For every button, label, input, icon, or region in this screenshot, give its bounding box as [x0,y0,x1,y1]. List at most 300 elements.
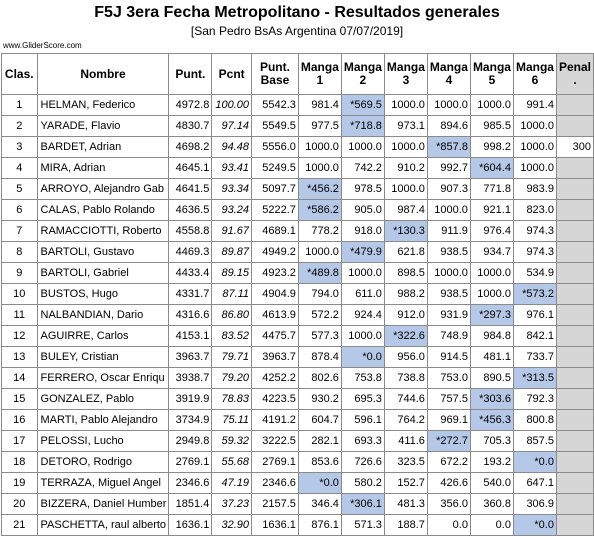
cell-punt: 4641.5 [169,179,212,200]
cell-manga-1: 778.2 [298,221,341,242]
cell-punt-base: 4613.9 [252,305,299,326]
cell-punt-base: 5222.7 [252,200,299,221]
cell-nombre: DETORO, Rodrigo [37,452,169,473]
cell-pcnt: 100.00 [212,95,252,116]
table-row [2,305,594,326]
cell-manga-5: 1000.0 [470,95,513,116]
cell-manga-6: 733.7 [513,347,556,368]
cell-manga-4: 753.0 [427,368,470,389]
cell-pcnt: 87.11 [212,284,252,305]
table-row [2,284,594,305]
cell-pcnt: 75.11 [212,410,252,431]
cell-pcnt: 78.83 [212,389,252,410]
cell-manga-5: 771.8 [470,179,513,200]
cell-penal [556,389,593,410]
cell-manga-1: 802.6 [298,368,341,389]
cell-pcnt: 93.41 [212,158,252,179]
cell-manga-3: 956.0 [384,347,427,368]
cell-manga-1: 876.1 [298,515,341,536]
cell-punt: 4830.7 [169,116,212,137]
cell-manga-5: 984.8 [470,326,513,347]
cell-pcnt: 91.67 [212,221,252,242]
cell-pcnt: 47.19 [212,473,252,494]
header-manga-number: 3 [402,73,410,87]
cell-punt-base: 4475.7 [252,326,299,347]
header-manga-5 [470,54,513,95]
cell-nombre: RAMACCIOTTI, Roberto [37,221,169,242]
cell-manga-6: 991.4 [513,95,556,116]
cell-manga-1: 577.3 [298,326,341,347]
cell-punt-base: 2157.5 [252,494,299,515]
cell-clas: 19 [2,473,38,494]
cell-manga-2: *569.5 [341,95,384,116]
cell-punt-base: 4689.1 [252,221,299,242]
header-nombre: Nombre [37,54,169,95]
cell-manga-1: *489.8 [298,263,341,284]
cell-clas: 4 [2,158,38,179]
cell-manga-6: 306.9 [513,494,556,515]
table-row [2,368,594,389]
cell-manga-5: 1000.0 [470,284,513,305]
cell-clas: 16 [2,410,38,431]
cell-nombre: BARTOLI, Gustavo [37,242,169,263]
cell-manga-6: 792.3 [513,389,556,410]
cell-punt: 2769.1 [169,452,212,473]
header-manga-label: Manga [472,60,511,74]
cell-pcnt: 97.14 [212,116,252,137]
cell-manga-5: 360.8 [470,494,513,515]
cell-punt: 4972.8 [169,95,212,116]
cell-manga-1: 853.6 [298,452,341,473]
cell-manga-2: 571.3 [341,515,384,536]
header-pcnt: Pcnt [212,54,252,95]
cell-penal [556,347,593,368]
cell-pcnt: 93.34 [212,179,252,200]
header-manga-label: Manga [386,60,425,74]
header-punt: Punt. [169,54,212,95]
cell-manga-3: *322.6 [384,326,427,347]
cell-clas: 18 [2,452,38,473]
cell-manga-4: *272.7 [427,431,470,452]
cell-penal [556,284,593,305]
cell-manga-3: 411.6 [384,431,427,452]
cell-nombre: MIRA, Adrian [37,158,169,179]
cell-manga-2: 695.3 [341,389,384,410]
cell-clas: 15 [2,389,38,410]
cell-manga-3: 910.2 [384,158,427,179]
cell-punt-base: 4949.2 [252,242,299,263]
cell-manga-1: 1000.0 [298,242,341,263]
cell-manga-1: 878.4 [298,347,341,368]
cell-manga-3: 1000.0 [384,95,427,116]
cell-penal [556,116,593,137]
cell-pcnt: 93.24 [212,200,252,221]
cell-punt: 3963.7 [169,347,212,368]
cell-manga-6: 647.1 [513,473,556,494]
cell-manga-3: 323.5 [384,452,427,473]
cell-manga-2: 924.4 [341,305,384,326]
cell-manga-4: *857.8 [427,137,470,158]
cell-clas: 2 [2,116,38,137]
cell-manga-4: 0.0 [427,515,470,536]
cell-punt: 1636.1 [169,515,212,536]
cell-nombre: AGUIRRE, Carlos [37,326,169,347]
cell-punt: 4331.7 [169,284,212,305]
cell-nombre: GONZALEZ, Pablo [37,389,169,410]
cell-pcnt: 94.48 [212,137,252,158]
cell-punt: 3919.9 [169,389,212,410]
cell-manga-5: 934.7 [470,242,513,263]
cell-pcnt: 55.68 [212,452,252,473]
cell-manga-1: 794.0 [298,284,341,305]
cell-manga-4: 356.0 [427,494,470,515]
cell-clas: 12 [2,326,38,347]
cell-manga-6: *313.5 [513,368,556,389]
cell-manga-2: 1000.0 [341,326,384,347]
cell-manga-4: 931.9 [427,305,470,326]
cell-manga-2: 753.8 [341,368,384,389]
cell-penal [556,368,593,389]
cell-nombre: BARTOLI, Gabriel [37,263,169,284]
cell-pcnt: 37.23 [212,494,252,515]
cell-manga-5: 890.5 [470,368,513,389]
cell-nombre: BULEY, Cristian [37,347,169,368]
cell-manga-5: 193.2 [470,452,513,473]
cell-manga-3: 152.7 [384,473,427,494]
header-manga-6 [513,54,556,95]
cell-manga-6: *573.2 [513,284,556,305]
cell-manga-3: 973.1 [384,116,427,137]
results-table [1,53,594,536]
cell-manga-2: 1000.0 [341,137,384,158]
cell-manga-3: 744.6 [384,389,427,410]
cell-manga-4: 914.5 [427,347,470,368]
cell-manga-5: 481.1 [470,347,513,368]
table-row [2,452,594,473]
cell-manga-5: 1000.0 [470,263,513,284]
cell-manga-2: 726.6 [341,452,384,473]
table-row [2,221,594,242]
cell-penal [556,410,593,431]
cell-punt: 4698.2 [169,137,212,158]
cell-manga-5: *303.6 [470,389,513,410]
header-manga-number: 1 [316,73,324,87]
cell-clas: 20 [2,494,38,515]
header-penal-dot: . [573,73,577,87]
cell-nombre: NALBANDIAN, Dario [37,305,169,326]
cell-manga-3: 988.2 [384,284,427,305]
cell-penal [556,473,593,494]
cell-nombre: PELOSSI, Lucho [37,431,169,452]
cell-manga-2: 611.0 [341,284,384,305]
cell-clas: 7 [2,221,38,242]
cell-nombre: BARDET, Adrian [37,137,169,158]
cell-manga-4: 938.5 [427,242,470,263]
cell-punt-base: 1636.1 [252,515,299,536]
cell-penal: 300 [556,137,593,158]
cell-manga-2: 905.0 [341,200,384,221]
cell-manga-6: 1000.0 [513,116,556,137]
header-manga-number: 6 [531,73,539,87]
cell-manga-6: 534.9 [513,263,556,284]
cell-manga-1: 981.4 [298,95,341,116]
cell-manga-5: 998.2 [470,137,513,158]
cell-punt-base: 3222.5 [252,431,299,452]
table-row [2,473,594,494]
cell-clas: 8 [2,242,38,263]
cell-nombre: TERRAZA, Miguel Angel [37,473,169,494]
cell-manga-4: 911.9 [427,221,470,242]
results-body [2,95,594,536]
cell-manga-2: 1000.0 [341,263,384,284]
table-row [2,263,594,284]
cell-penal [556,515,593,536]
cell-manga-3: 987.4 [384,200,427,221]
header-manga-4 [427,54,470,95]
cell-manga-6: 1000.0 [513,137,556,158]
cell-nombre: YARADE, Flavio [37,116,169,137]
site-url[interactable]: www.GliderScore.com [3,41,82,50]
cell-manga-3: 1000.0 [384,137,427,158]
cell-manga-3: 898.5 [384,263,427,284]
table-row [2,326,594,347]
cell-punt-base: 4252.2 [252,368,299,389]
header-manga-number: 4 [445,73,453,87]
cell-manga-2: *0.0 [341,347,384,368]
cell-manga-3: 1000.0 [384,179,427,200]
cell-manga-6: 842.1 [513,326,556,347]
cell-clas: 6 [2,200,38,221]
cell-manga-4: 748.9 [427,326,470,347]
cell-punt-base: 4923.2 [252,263,299,284]
table-row [2,179,594,200]
cell-clas: 1 [2,95,38,116]
cell-punt: 2346.6 [169,473,212,494]
cell-manga-5: 540.0 [470,473,513,494]
cell-manga-1: *586.2 [298,200,341,221]
cell-manga-3: 912.0 [384,305,427,326]
cell-punt: 4153.1 [169,326,212,347]
header-punt-base-line1: Punt. [259,60,290,74]
cell-manga-2: 580.2 [341,473,384,494]
cell-punt-base: 5097.7 [252,179,299,200]
cell-punt: 4433.4 [169,263,212,284]
cell-nombre: HELMAN, Federico [37,95,169,116]
header-manga-number: 5 [488,73,496,87]
cell-punt-base: 5249.5 [252,158,299,179]
cell-manga-1: *456.2 [298,179,341,200]
cell-manga-3: 188.7 [384,515,427,536]
cell-manga-5: 705.3 [470,431,513,452]
cell-manga-2: 918.0 [341,221,384,242]
cell-nombre: BIZZERA, Daniel Humber [37,494,169,515]
header-manga-1 [298,54,341,95]
header-manga-label: Manga [343,60,382,74]
cell-penal [556,221,593,242]
cell-punt-base: 5549.5 [252,116,299,137]
cell-manga-1: 346.4 [298,494,341,515]
cell-manga-6: 974.3 [513,242,556,263]
page-title: F5J 3era Fecha Metropolitano - Resultados generales [94,4,500,21]
cell-manga-4: 672.2 [427,452,470,473]
cell-manga-2: 596.1 [341,410,384,431]
cell-manga-2: *306.1 [341,494,384,515]
cell-manga-4: 1000.0 [427,263,470,284]
cell-manga-6: 974.3 [513,221,556,242]
cell-penal [556,494,593,515]
cell-manga-5: 0.0 [470,515,513,536]
cell-manga-4: 1000.0 [427,95,470,116]
table-row [2,431,594,452]
cell-clas: 13 [2,347,38,368]
cell-manga-6: 857.5 [513,431,556,452]
table-row [2,95,594,116]
cell-punt-base: 2769.1 [252,452,299,473]
table-row [2,389,594,410]
cell-manga-3: *130.3 [384,221,427,242]
cell-punt-base: 2346.6 [252,473,299,494]
cell-manga-4: 426.6 [427,473,470,494]
cell-nombre: CALAS, Pablo Rolando [37,200,169,221]
cell-clas: 11 [2,305,38,326]
table-row [2,347,594,368]
cell-manga-3: 621.8 [384,242,427,263]
header-manga-2 [341,54,384,95]
header-manga-label: Manga [515,60,554,74]
cell-nombre: ARROYO, Alejandro Gab [37,179,169,200]
cell-manga-5: 921.1 [470,200,513,221]
cell-manga-5: 976.4 [470,221,513,242]
cell-manga-4: 938.5 [427,284,470,305]
cell-manga-4: 969.1 [427,410,470,431]
cell-pcnt: 32.90 [212,515,252,536]
table-row [2,200,594,221]
cell-punt-base: 4223.5 [252,389,299,410]
cell-nombre: FERRERO, Oscar Enriqu [37,368,169,389]
cell-pcnt: 59.32 [212,431,252,452]
cell-punt: 4558.8 [169,221,212,242]
cell-manga-4: 992.7 [427,158,470,179]
cell-penal [556,95,593,116]
cell-manga-6: 800.8 [513,410,556,431]
cell-clas: 5 [2,179,38,200]
cell-clas: 14 [2,368,38,389]
cell-manga-4: 757.5 [427,389,470,410]
cell-manga-6: 976.1 [513,305,556,326]
cell-punt: 4645.1 [169,158,212,179]
header-manga-label: Manga [300,60,339,74]
cell-penal [556,179,593,200]
cell-punt: 4469.3 [169,242,212,263]
cell-manga-2: 978.5 [341,179,384,200]
table-row [2,137,594,158]
cell-clas: 3 [2,137,38,158]
cell-pcnt: 89.87 [212,242,252,263]
cell-manga-4: 894.6 [427,116,470,137]
cell-manga-3: 738.8 [384,368,427,389]
cell-manga-1: 572.2 [298,305,341,326]
table-row [2,242,594,263]
cell-manga-5: *604.4 [470,158,513,179]
header-penal-label: Penal [558,60,591,74]
cell-penal [556,431,593,452]
cell-manga-2: *718.8 [341,116,384,137]
cell-pcnt: 79.20 [212,368,252,389]
event-subtitle: [San Pedro BsAs Argentina 07/07/2019] [190,24,404,38]
cell-manga-2: 742.2 [341,158,384,179]
cell-pcnt: 86.80 [212,305,252,326]
cell-penal [556,200,593,221]
header-row [2,54,594,95]
cell-manga-6: 983.9 [513,179,556,200]
table-row [2,116,594,137]
cell-pcnt: 89.15 [212,263,252,284]
cell-manga-4: 907.3 [427,179,470,200]
cell-punt-base: 3963.7 [252,347,299,368]
cell-manga-6: *0.0 [513,452,556,473]
cell-penal [556,305,593,326]
header-penal [556,54,593,95]
cell-punt: 1851.4 [169,494,212,515]
header-manga-label: Manga [429,60,468,74]
cell-punt-base: 4904.9 [252,284,299,305]
cell-manga-6: *0.0 [513,515,556,536]
cell-nombre: MARTI, Pablo Alejandro [37,410,169,431]
cell-manga-2: *479.9 [341,242,384,263]
cell-manga-5: 985.5 [470,116,513,137]
cell-manga-5: *456.3 [470,410,513,431]
cell-manga-1: 604.7 [298,410,341,431]
cell-manga-4: 1000.0 [427,200,470,221]
table-row [2,410,594,431]
cell-pcnt: 83.52 [212,326,252,347]
header-manga-3 [384,54,427,95]
table-row [2,515,594,536]
cell-clas: 9 [2,263,38,284]
cell-penal [556,452,593,473]
cell-manga-1: 1000.0 [298,137,341,158]
table-row [2,158,594,179]
cell-manga-1: 282.1 [298,431,341,452]
cell-penal [556,242,593,263]
header-punt-base-line2: Base [260,73,290,87]
cell-manga-3: 481.3 [384,494,427,515]
header-clas: Clas. [2,54,38,95]
cell-clas: 17 [2,431,38,452]
cell-punt: 4316.6 [169,305,212,326]
cell-manga-1: 977.5 [298,116,341,137]
cell-punt: 2949.8 [169,431,212,452]
cell-punt: 3734.9 [169,410,212,431]
cell-penal [556,326,593,347]
cell-pcnt: 79.71 [212,347,252,368]
cell-punt-base: 5556.0 [252,137,299,158]
cell-manga-5: *297.3 [470,305,513,326]
cell-punt: 4636.5 [169,200,212,221]
cell-manga-2: 693.3 [341,431,384,452]
cell-clas: 21 [2,515,38,536]
cell-punt-base: 4191.2 [252,410,299,431]
cell-nombre: PASCHETTA, raul alberto [37,515,169,536]
cell-manga-1: 1000.0 [298,158,341,179]
header-punt-base [252,54,299,95]
cell-manga-3: 764.2 [384,410,427,431]
cell-penal [556,158,593,179]
cell-punt: 3938.7 [169,368,212,389]
cell-manga-1: 930.2 [298,389,341,410]
cell-penal [556,263,593,284]
cell-nombre: BUSTOS, Hugo [37,284,169,305]
